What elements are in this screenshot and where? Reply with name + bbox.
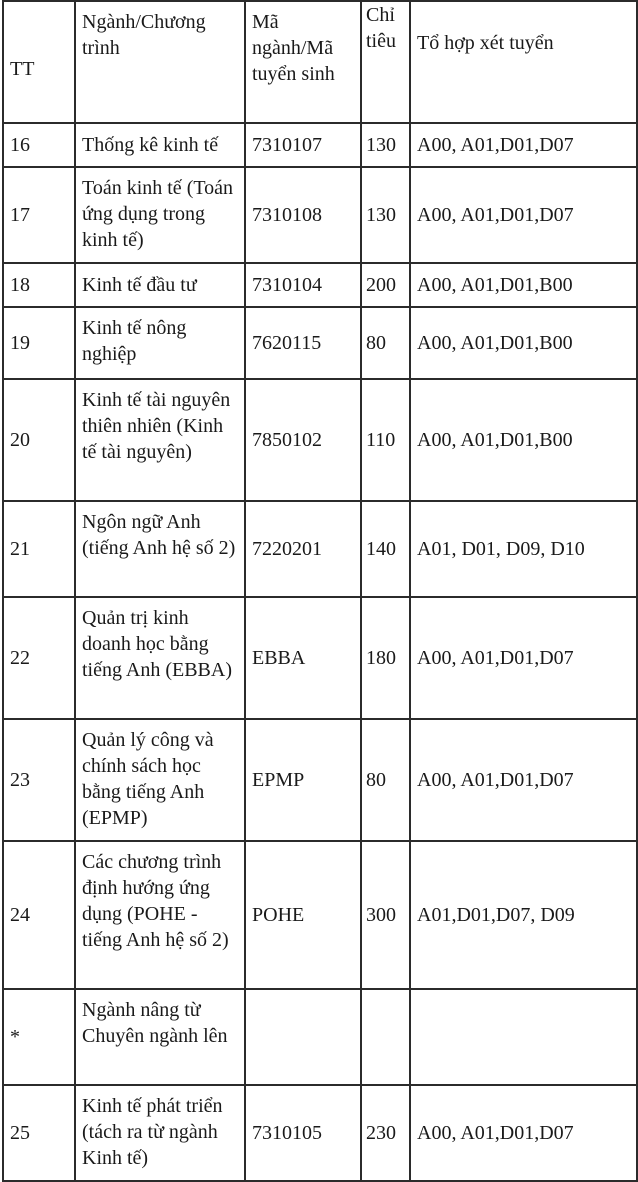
row-quota: 300 — [361, 841, 410, 989]
row-code — [245, 989, 361, 1085]
row-program: Các chương trình định hướng ứng dụng (POHE - tiếng Anh hệ số 2) — [75, 841, 245, 989]
header-combination: Tổ hợp xét tuyển — [410, 1, 637, 123]
row-quota — [361, 989, 410, 1085]
row-code: 7310104 — [245, 263, 361, 307]
row-code: 7620115 — [245, 307, 361, 379]
row-code: 7850102 — [245, 379, 361, 501]
row-quota: 140 — [361, 501, 410, 597]
row-quota: 200 — [361, 263, 410, 307]
table-row — [3, 379, 637, 501]
table-row — [3, 263, 637, 307]
row-combination — [410, 989, 637, 1085]
table-row — [3, 719, 637, 841]
row-program: Kinh tế phát triển (tách ra từ ngành Kinh tế) — [75, 1085, 245, 1181]
row-quota: 180 — [361, 597, 410, 719]
row-program: Kinh tế đầu tư — [75, 263, 245, 307]
row-tt: 16 — [3, 123, 75, 167]
row-tt: 18 — [3, 263, 75, 307]
table-row — [3, 841, 637, 989]
row-code: EBBA — [245, 597, 361, 719]
row-tt: 20 — [3, 379, 75, 501]
header-program: Ngành/Chương trình — [75, 1, 245, 123]
row-combination: A00, A01,D01,D07 — [410, 597, 637, 719]
row-tt: 22 — [3, 597, 75, 719]
row-combination: A00, A01,D01,D07 — [410, 719, 637, 841]
row-combination: A00, A01,D01,B00 — [410, 307, 637, 379]
row-quota: 80 — [361, 719, 410, 841]
row-program: Thống kê kinh tế — [75, 123, 245, 167]
row-program: Ngôn ngữ Anh (tiếng Anh hệ số 2) — [75, 501, 245, 597]
table-row — [3, 1085, 637, 1181]
row-code: EPMP — [245, 719, 361, 841]
row-code: 7310108 — [245, 167, 361, 263]
row-tt: 21 — [3, 501, 75, 597]
row-combination: A00, A01,D01,D07 — [410, 1085, 637, 1181]
table-row — [3, 167, 637, 263]
row-combination: A00, A01,D01,B00 — [410, 263, 637, 307]
row-code: 7220201 — [245, 501, 361, 597]
row-code: 7310107 — [245, 123, 361, 167]
row-combination: A00, A01,D01,B00 — [410, 379, 637, 501]
row-tt: * — [3, 989, 75, 1085]
table-row — [3, 307, 637, 379]
row-program: Kinh tế tài nguyên thiên nhiên (Kinh tế tài nguyên) — [75, 379, 245, 501]
row-program: Kinh tế nông nghiệp — [75, 307, 245, 379]
row-program: Quản lý công và chính sách học bằng tiếng Anh (EPMP) — [75, 719, 245, 841]
table-row — [3, 597, 637, 719]
row-tt: 24 — [3, 841, 75, 989]
row-tt: 23 — [3, 719, 75, 841]
row-combination: A00, A01,D01,D07 — [410, 167, 637, 263]
row-program: Ngành nâng từ Chuyên ngành lên — [75, 989, 245, 1085]
row-combination: A00, A01,D01,D07 — [410, 123, 637, 167]
row-tt: 19 — [3, 307, 75, 379]
header-quota: Chỉ tiêu — [361, 1, 410, 123]
row-code: 7310105 — [245, 1085, 361, 1181]
table-header-row — [3, 1, 637, 123]
row-tt: 17 — [3, 167, 75, 263]
admission-table — [2, 0, 638, 1182]
row-code: POHE — [245, 841, 361, 989]
table-row — [3, 989, 637, 1085]
row-quota: 130 — [361, 123, 410, 167]
row-tt: 25 — [3, 1085, 75, 1181]
table-row — [3, 123, 637, 167]
row-quota: 230 — [361, 1085, 410, 1181]
header-code: Mã ngành/Mã tuyển sinh — [245, 1, 361, 123]
row-quota: 110 — [361, 379, 410, 501]
table-row — [3, 501, 637, 597]
row-program: Quản trị kinh doanh học bằng tiếng Anh (EBBA) — [75, 597, 245, 719]
row-program: Toán kinh tế (Toán ứng dụng trong kinh tế) — [75, 167, 245, 263]
row-quota: 80 — [361, 307, 410, 379]
header-tt: TT — [3, 1, 75, 123]
row-combination: A01,D01,D07, D09 — [410, 841, 637, 989]
row-combination: A01, D01, D09, D10 — [410, 501, 637, 597]
row-quota: 130 — [361, 167, 410, 263]
